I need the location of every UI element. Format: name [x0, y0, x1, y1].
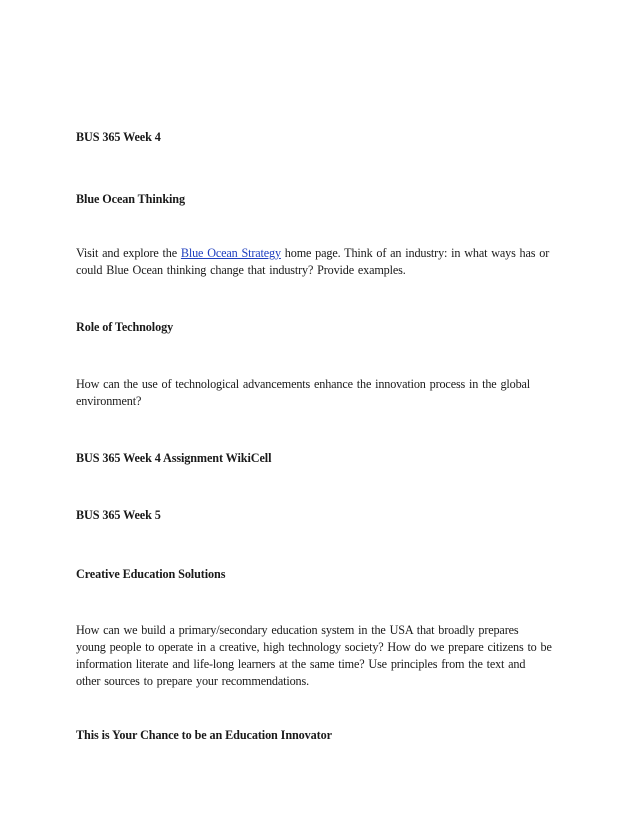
creative-paragraph-line-1: How can we build a primary/secondary education system in the USA that broadly prepares [76, 623, 519, 637]
blue-ocean-text-pre: Visit and explore the [76, 246, 181, 260]
blue-ocean-strategy-link[interactable]: Blue Ocean Strategy [180, 246, 281, 260]
heading-week-5: BUS 365 Week 5 [76, 508, 161, 522]
technology-paragraph-line-2: environment? [76, 394, 142, 408]
blue-ocean-paragraph-line-1 [76, 244, 566, 262]
blue-ocean-text-post: home page. Think of an industry: in what ways has or [280, 246, 550, 260]
creative-paragraph-line-3: information literate and life-long learners at the same time? Use principles from the text and [76, 657, 526, 671]
heading-week-4-assignment: BUS 365 Week 4 Assignment WikiCell [76, 451, 272, 465]
heading-week-4: BUS 365 Week 4 [76, 130, 161, 144]
creative-paragraph-line-2: young people to operate in a creative, high technology society? How do we prepare citizens to be [76, 640, 552, 654]
heading-creative-education: Creative Education Solutions [76, 567, 226, 581]
heading-education-innovator: This is Your Chance to be an Education Innovator [76, 728, 332, 742]
creative-paragraph-line-4: other sources to prepare your recommendations. [76, 674, 309, 688]
heading-role-of-technology: Role of Technology [76, 320, 174, 334]
heading-blue-ocean-thinking: Blue Ocean Thinking [76, 192, 185, 206]
blue-ocean-paragraph-line-2: could Blue Ocean thinking change that industry? Provide examples. [76, 263, 406, 277]
technology-paragraph-line-1: How can the use of technological advancements enhance the innovation process in the global [76, 377, 531, 391]
